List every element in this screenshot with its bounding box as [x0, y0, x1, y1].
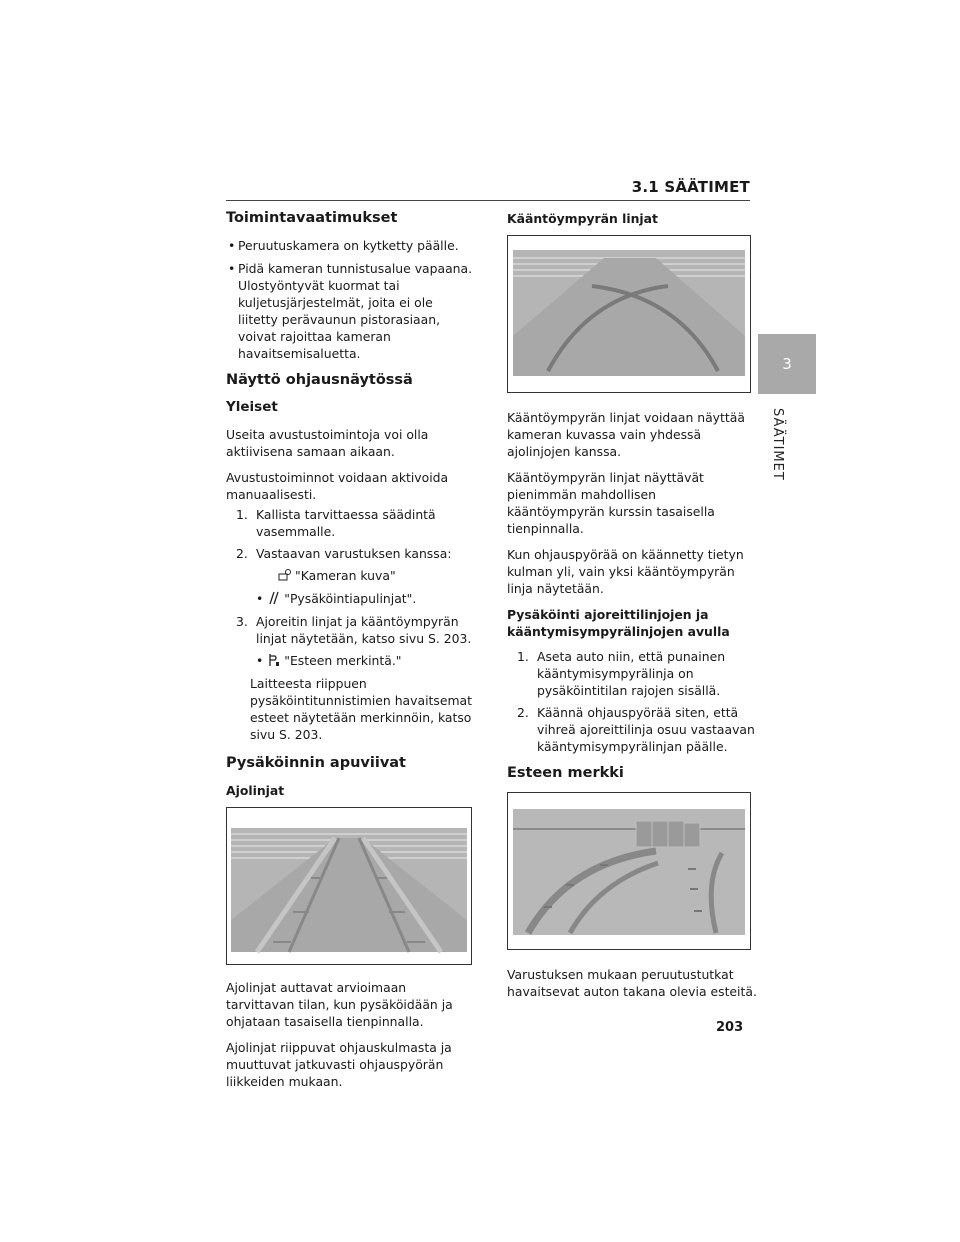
paragraph: Ajolinjat riippuvat ohjauskulmasta ja muuttuvat jatkuvasti ohjauspyörän liikkeiden mukaan. [226, 1040, 452, 1089]
paragraph: Useita avustustoimintoja voi olla aktiivisena samaan aikaan. [226, 427, 429, 459]
paragraph: Ajolinjat auttavat arvioimaan tarvittavan tilan, kun pysäköidään ja ohjataan tasaisella tienpinnalla. [226, 980, 453, 1029]
section-title: 3.1 SÄÄTIMET [631, 178, 750, 196]
header-divider [226, 200, 750, 201]
camera-view-option [278, 567, 476, 584]
step-number: 2. [236, 546, 248, 561]
bullet-dot: • [256, 591, 268, 606]
obstacle-description: Laitteesta riippuen pysäköintitunnistimien havaitsemat esteet näytetään merkinnöin, katso sivu S. 203. [250, 676, 472, 742]
step-item [517, 704, 757, 755]
step-text: Vastaavan varustuksen kanssa: [256, 546, 452, 561]
step-item [236, 545, 476, 562]
paragraph: Kun ohjauspyörää on käännetty tietyn kulman yli, vain yksi kääntöympyrän linja näytetään. [507, 547, 744, 596]
camera-view-label: "Kameran kuva" [295, 568, 396, 583]
step-text: Käännä ohjauspyörää siten, että vihreä ajoreittilinja osuu vastaavan kääntymisympyrälinjan päälle. [537, 705, 755, 754]
step-number: 1. [517, 649, 529, 664]
heading-turning-lines: Kääntöympyrän linjat [507, 211, 658, 226]
step-item [236, 506, 476, 540]
heading-requirements: Toimintavaatimukset [226, 210, 398, 226]
parking-aid-label: "Pysäköintiapulinjat". [284, 591, 417, 606]
heading-display: Näyttö ohjausnäytössä [226, 372, 413, 388]
turning-lines-figure [507, 235, 751, 393]
chapter-number: 3 [782, 355, 792, 373]
step-number: 2. [517, 705, 529, 720]
obstacle-label: "Esteen merkintä." [284, 653, 402, 668]
paragraph: Avustustoiminnot voidaan aktivoida manuaalisesti. [226, 470, 449, 502]
camera-icon [278, 568, 292, 582]
chapter-label: SÄÄTIMET [770, 408, 785, 481]
right-column [507, 210, 757, 1009]
step-item [517, 648, 757, 699]
bullet-dot: • [256, 653, 268, 668]
heading-driving-lines: Ajolinjat [226, 783, 285, 798]
requirement-item: • Pidä kameran tunnistusalue vapaana. Ulostyöntyvät kuormat tai kuljetusjärjestelmät, joita ei ole liitetty perävaunun pistorasiaan, voivat rajoittaa kameran havaitsemisaluetta. [226, 260, 476, 362]
heading-general: Yleiset [226, 399, 278, 415]
obstacle-option [256, 652, 476, 669]
step-text: Kallista tarvittaessa säädintä vasemmalle. [256, 507, 436, 539]
parking-aid-option [256, 590, 476, 607]
driving-lines-figure [226, 807, 472, 965]
paragraph: Kääntöympyrän linjat näyttävät pienimmän mahdollisen kääntöympyrän kurssin tasaisella tienpinnalla. [507, 470, 715, 536]
heading-parking-with-lines: Pysäköinti ajoreittilinjojen ja kääntymisympyrälinjojen avulla [507, 607, 730, 639]
chapter-tab [758, 334, 816, 394]
step-item [236, 613, 476, 647]
heading-parking-aids: Pysäköinnin apuviivat [226, 755, 406, 771]
paragraph: Kääntöympyrän linjat voidaan näyttää kameran kuvassa vain yhdessä ajolinjojen kanssa. [507, 410, 745, 459]
requirement-item: • Peruutuskamera on kytketty päälle. [226, 237, 476, 254]
step-number: 1. [236, 507, 248, 522]
obstacle-marker-figure [507, 792, 751, 950]
step-number: 3. [236, 614, 248, 629]
parking-lines-icon [267, 591, 281, 605]
heading-obstacle-marker: Esteen merkki [507, 765, 624, 781]
step-text: Aseta auto niin, että punainen kääntymisympyrälinja on pysäköintitilan rajojen sisällä. [537, 649, 726, 698]
paragraph: Varustuksen mukaan peruutustutkat havaitsevat auton takana olevia esteitä. [507, 967, 757, 999]
left-column [226, 210, 476, 1099]
step-text: Ajoreitin linjat ja kääntöympyrän linjat näytetään, katso sivu S. 203. [256, 614, 472, 646]
page-number: 203 [716, 1020, 744, 1035]
obstacle-marker-icon [267, 653, 281, 667]
